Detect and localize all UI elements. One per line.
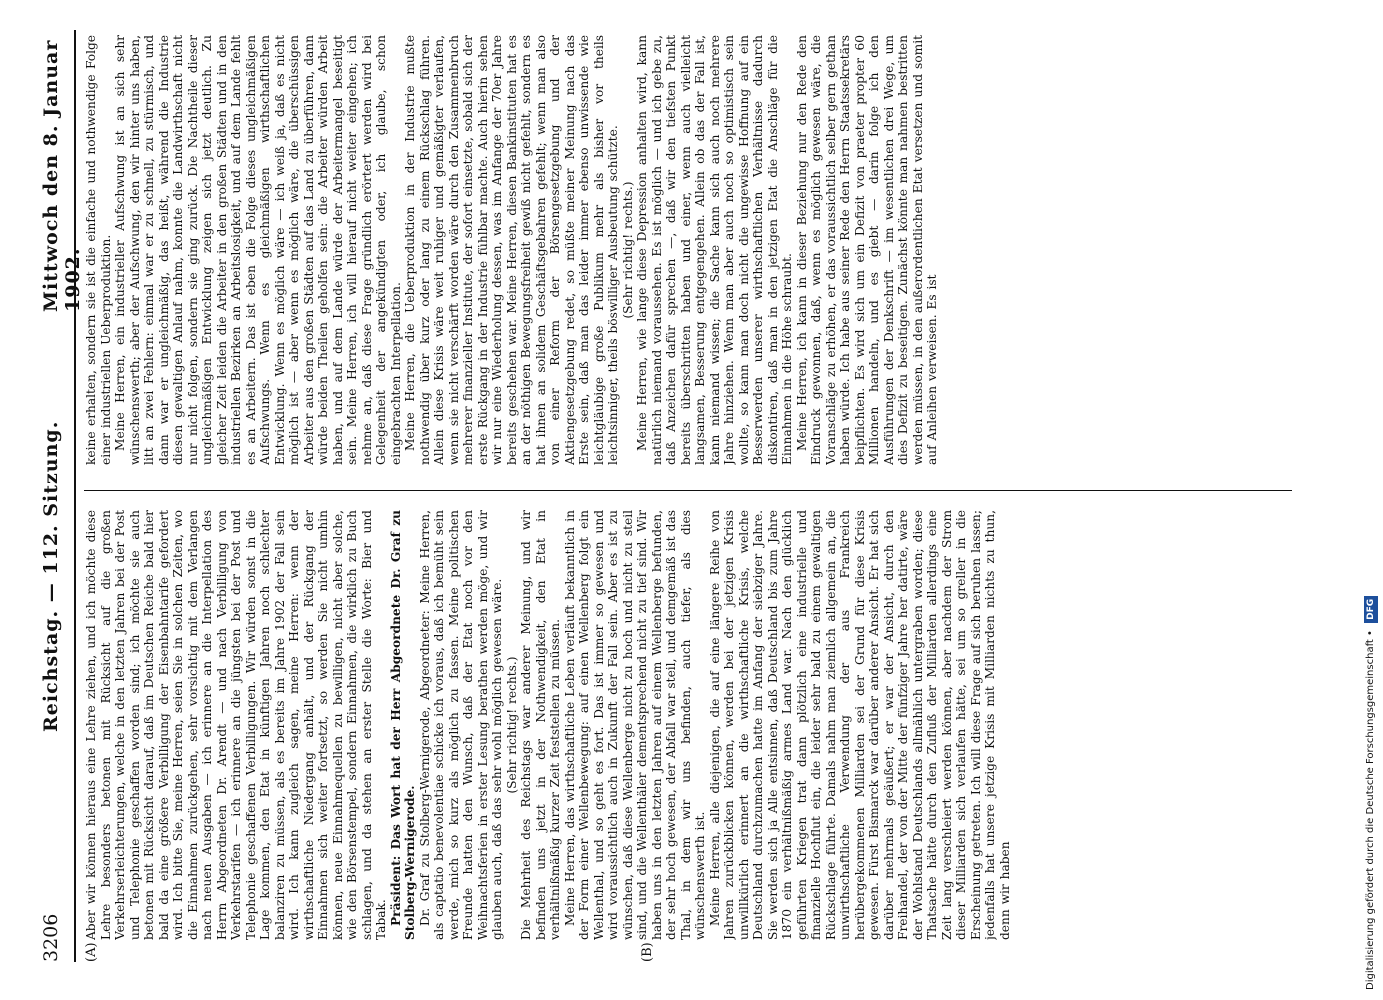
paragraph: Meine Herren, die Ueberproduktion in der Industrie mußte nothwendig über kurz oder lang zu einem Rückschlag führen. Allein diese Krisis wäre weit ruhiger und gemäßigter verlaufen, wenn sie nicht verschärft worden wäre durch den Zusammenbruch mehrerer finanzieller Institute, der sofort einsetzte, sobald sich der erste Rückgang in der Industrie fühlbar machte. Auch hierin sehen wir nur eine Wiederholung dessen, was im Anfange der 70er Jahre bereits geschehen war. Meine Herren, diesen Bankinstituten hat es an der nöthigen Bewegungsfreiheit gewiß nicht gefehlt, sondern es hat ihnen an solidem Geschäftsgebahren gefehlt; wenn man also von einer Reform der Börsengesetzgebung und der Aktiengesetzgebung redet, so müßte meiner Meinung nach das Erste sein, daß man das leider immer ebenso unwissende wie leichtgläubige große Publikum mehr als bisher vor theils leichtsinniger, theils böswilliger Ausbeutung schützte. — [403, 35, 620, 465]
right-column — [84, 35, 1292, 465]
page-number: 3206 — [40, 913, 62, 962]
paragraph: keine erhalten, sondern sie ist die einfache und nothwendige Folge einer industriellen Ueberproduktion. — [84, 35, 113, 465]
paragraph: Die Mehrheit des Reichstags war anderer Meinung, und wir befinden uns jetzt in der Nothwendigkeit, den Etat in verhältnißmäßig kurzer Zeit feststellen zu müssen. — [519, 510, 562, 940]
column-divider — [84, 490, 1292, 491]
paragraph: Dr. Graf zu Stolberg-Wernigerode, Abgeordneter: Meine Herren, als captatio benevolentiae schicke ich voraus, daß ich bemüht sein werde, mich so kurz als möglich zu fassen. Meine politischen Freunde hatten den Wunsch, daß der Etat noch vor den Weihnachtsferien in erster Lesung berathen werden möge, und wir glauben auch, daß das sehr wohl möglich gewesen wäre. — [417, 510, 504, 940]
interjection: (Sehr richtig! rechts.) — [620, 181, 635, 319]
interjection: (Sehr richtig! rechts.) — [504, 656, 519, 794]
digitization-note — [1356, 0, 1383, 1000]
speaker-paragraph: Präsident: Das Wort hat der Herr Abgeordnete Dr. Graf zu Stolberg-Wernigerode. — [388, 510, 417, 940]
session-title: Reichstag. — 112. Sitzung. — [40, 420, 62, 732]
paragraph: Meine Herren, ich kann in dieser Beziehung nur den Rede den Eindruck gewonnen, daß, wenn es möglich gewesen wäre, die Voranschläge zu erhöhen, er das voraussichtlich selber gern gethan haben würde. Ich habe aus seiner Rede den Herrn Staatssekretärs beipflichten. Es wird sich um ein Defizit von praeter propter 60 Millionen handeln, und es giebt — darin folge ich den Ausführungen der Denkschrift — im wesentlichen drei Wege, um dies Defizit zu beseitigen. Zunächst könnte man nahmen bestritten werden müssen, in den außerordentlichen Etat versetzen und somit auf Anleihen verweisen. Es ist — [794, 35, 939, 465]
session-date: Mittwoch den 8. Januar 1902. — [40, 39, 84, 312]
margin-marker-b: (B) — [640, 942, 655, 962]
paragraph: Meine Herren, wie lange diese Depression anhalten wird, kann natürlich niemand voraussehen. Es ist möglich — und ich gebe zu, daß Anzeichen dafür sprechen —, daß wir den tiefsten Punkt bereits überschritten haben und einer, wenn auch vielleicht langsamen, Besserung entgegengehen. Allein ob das der Fall ist, kann niemand wissen; die Sache kann sich auch noch mehrere Jahre hinziehen. Wenn man aber auch noch so optimistisch sein wollte, so kann man doch nicht die ungewisse Hoffnung auf ein Besserwerden unserer wirthschaftlichen Verhältnisse dadurch diskontiren, daß man in den jetzigen Etat die Anschläge für die Einnahmen in die Höhe schraubt. — [635, 35, 794, 465]
margin-marker-a: (A) — [84, 942, 99, 962]
paragraph: Meine Herren, alle diejenigen, die auf eine längere Reihe von Jahren zurückblicken können, werden bei der jetzigen Krisis unwillkürlich erinnert an die wirthschaftliche Krisis, welche Deutschland durchzumachen hatte im Anfang der siebziger Jahre. Sie werden sich ja Alle entsinnen, daß Deutschland bis zum Jahre 1870 ein verhältnißmäßig armes Land war. Nach den glücklich geführten Kriegen trat dann plötzlich eine industrielle und finanzielle Hochflut ein, die leider sehr bald zu einem gewaltigen Rückschlage führte. Damals nahm man ziemlich allgemein an, die unwirthschaftliche Verwendung der aus Frankreich herübergekommenen Milliarden sei der Grund für diese Krisis gewesen. Fürst Bismarck war darüber anderer Ansicht. Er hat sich darüber mehrmals geäußert; er war der Ansicht, durch den Freihandel, der von der Mitte der fünfziger Jahre her datirte, wäre der Wohlstand Deutschlands allmählich untergraben worden; diese Thatsache hätte durch den Zufluß der Milliarden allerdings eine Zeit lang verschleiert werden können, aber nachdem der Strom dieser Milliarden sich verlaufen hätte, sei um so greller in die Erscheinung getreten. Ich will diese Frage auf sich beruhen lassen; jedenfalls hat unsere jetzige Krisis mit Milliarden nichts zu thun, denn wir haben — [707, 510, 1012, 940]
page-header — [40, 30, 84, 962]
header-rule — [74, 30, 76, 962]
left-column — [84, 510, 1292, 940]
paragraph: Aber wir können hieraus eine Lehre ziehen, und ich möchte diese Lehre besonders betonen mit Rücksicht auf die großen Verkehrserleichterungen, welche in den letzten Jahren bei der Post und Telephonie geschaffen worden sind; ich möchte sie auch betonen mit Rücksicht darauf, daß im Deutschen Reiche bald hier bald da eine größere Verbilligung der Eisenbahntarife gefordert wird. Ich bitte Sie, meine Herren, seien Sie in solchen Zeiten, wo die Einnahmen zurückgehen, sehr vorsichtig mit dem Verlangen nach neuen Ausgaben — ich erinnere an die Interpellation des Herrn Abgeordneten Dr. Arendt — und nach Verbilligung von Verkehrstarifen — ich erinnere an die jüngsten bei der Post und Telephonie geschaffenen Verbilligungen. Wir würden sonst in die Lage kommen, den Etat in künftigen Jahren noch schlechter balanziren zu müssen, als es bereits im Jahre 1902 der Fall sein wird. Ich kann zugleich sagen, meine Herren: wenn der wirthschaftliche Niedergang anhält, und der Rückgang der Einnahmen sich weiter fortsetzt, so werden Sie nicht umhin können, neue Einnahmequellen zu bewilligen, nicht aber solche, wie den Börsenstempel, sondern Einnahmen, die wirklich zu Buch schlagen, und da stehen an erster Stelle die Worte: Bier und Tabak. — [84, 510, 388, 940]
paragraph: Meine Herren, ein industrieller Aufschwung ist an sich sehr wünschenswerth; aber der Aufschwung, den wir hinter uns haben, litt an zwei Fehlern: einmal war er zu schnell, zu stürmisch, und dann war er ungleichmäßig, das heißt, während die Industrie diesen gewaltigen Anlauf nahm, konnte die Landwirthschaft nicht nur nicht folgen, sondern sie ging zurück. Die Nachtheile dieser ungleichmäßigen Entwicklung zeigen sich jetzt deutlich. Zu gleicher Zeit leiden die Arbeiter in den großen Städten und in den industriellen Bezirken an Arbeitslosigkeit, und auf dem Lande fehlt es an Arbeitern. Das ist eben die Folge dieses ungleichmäßigen Aufschwungs. Wenn es gleichmäßigen wirthschaftlichen Entwicklung. Wenn es möglich wäre — ich weiß ja, daß es nicht möglich ist — aber wenn es möglich wäre, die überschüssigen Arbeiter aus den großen Städten auf das Land zu überführen, dann würde beiden Theilen geholfen sein: die Arbeiter würden Arbeit haben, und auf dem Lande würde der Arbeitermangel beseitigt sein. Meine Herren, ich will hierauf nicht weiter eingehen; ich nehme an, daß diese Frage gründlich erörtert werden wird bei Gelegenheit der angekündigten oder, ich glaube, schon eingebrachten Interpellation. — [113, 35, 403, 465]
dfg-logo-icon: DFG — [1364, 596, 1378, 623]
digitization-note-text: Digitalisierung gefördert durch die Deutsche Forschungsgemeinschaft • — [1365, 630, 1376, 990]
paragraph: Meine Herren, das wirthschaftliche Leben verläuft bekanntlich in der Form einer Wellenbewegung: auf einen Wellenberg folgt ein Wellenthal, und so geht es fort. Das ist immer so gewesen und wird voraussichtlich auch in Zukunft der Fall sein. Aber es ist zu wünschen, daß diese Wellenberge nicht zu hoch und nicht zu steil sind, und die Wellenthäler dementsprechend nicht zu tief sind. Wir haben uns in den letzten Jahren auf einem Wellenberge befunden, der sehr hoch gewesen, der Abfall war steil, und demgemäß ist das Thal, in dem wir uns befinden, auch tiefer, als dies wünschenswerth ist. — [562, 510, 707, 940]
